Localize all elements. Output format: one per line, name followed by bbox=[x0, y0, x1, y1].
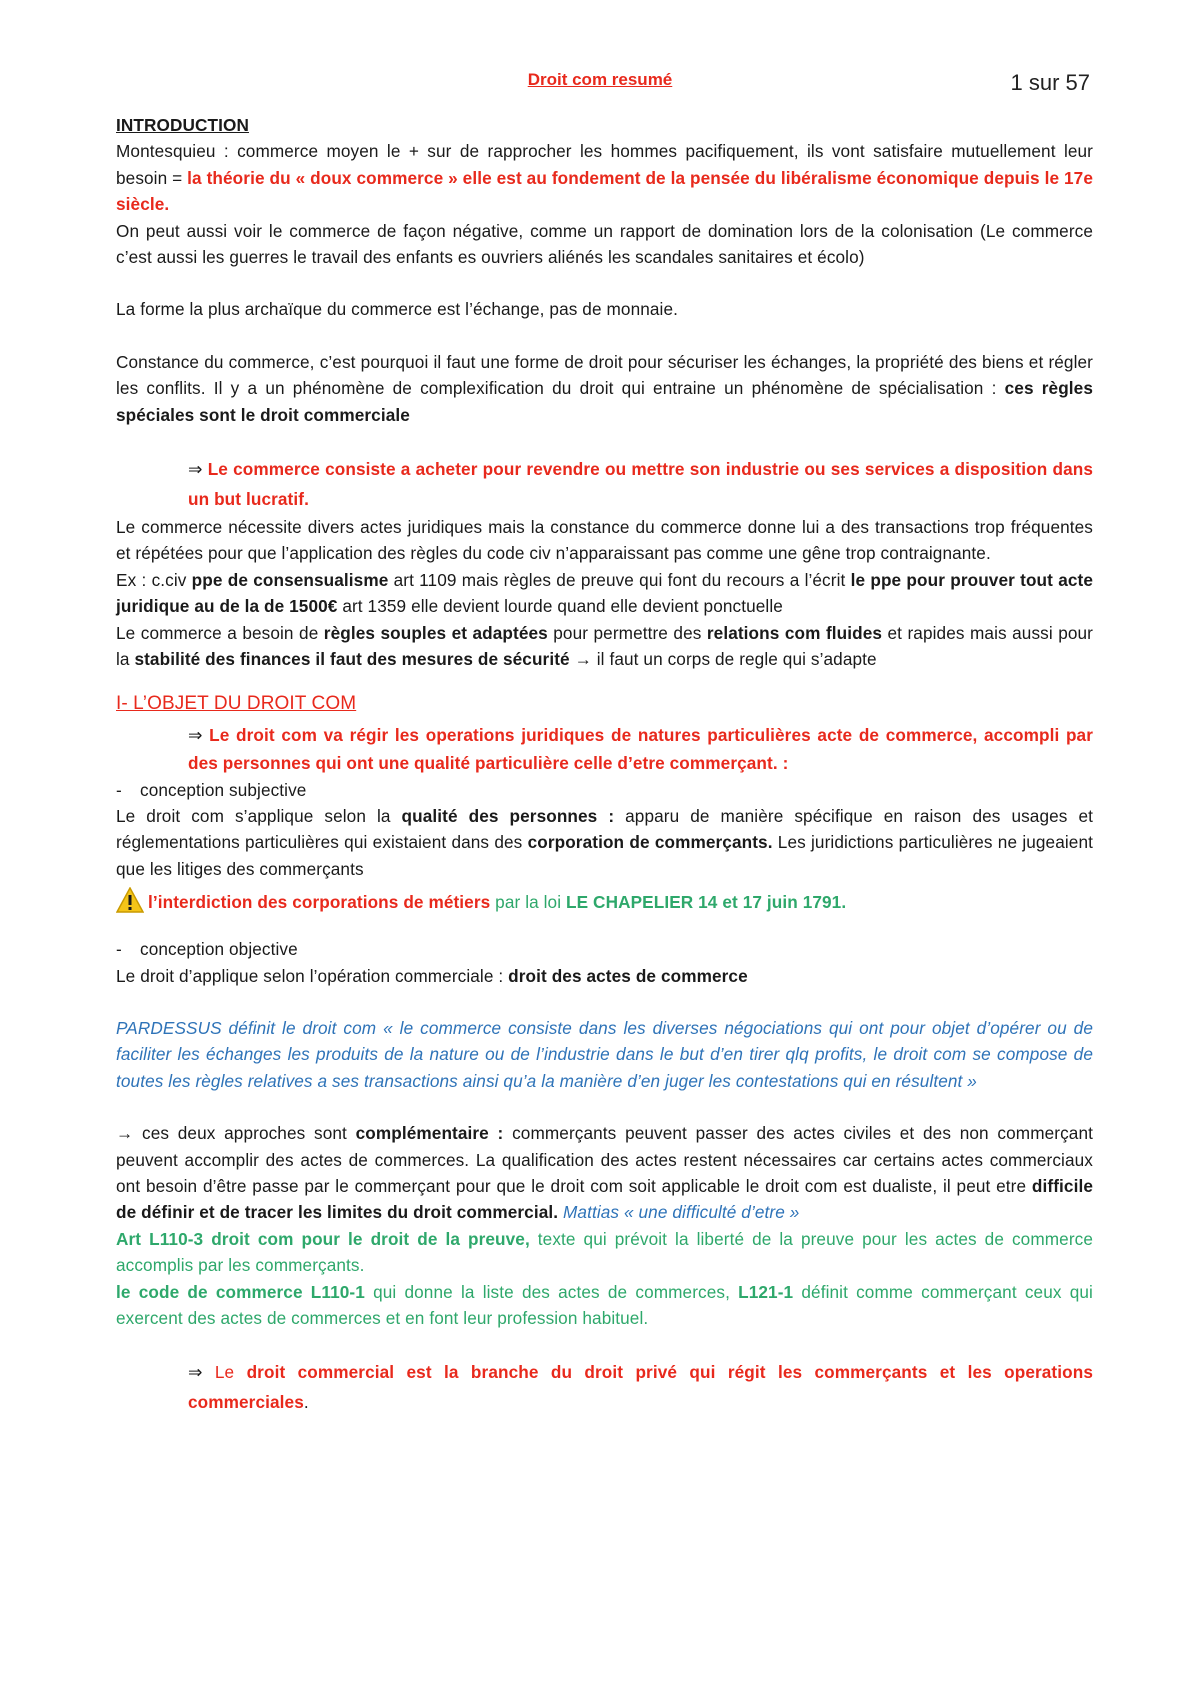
key-point-3 bbox=[116, 1357, 1093, 1417]
intro-paragraph-3: La forme la plus archaïque du commerce est l’échange, pas de monnaie. bbox=[116, 299, 678, 320]
key-point-text: droit commercial est la branche du droit privé qui régit les commerçants et les operations commerciales bbox=[188, 1362, 1093, 1413]
bold-run: complémentaire : bbox=[355, 1123, 504, 1144]
red-run: Le bbox=[214, 1362, 247, 1383]
bold-run: ces règles spéciales sont le droit commerciale bbox=[116, 378, 1093, 425]
bullet-dash: - bbox=[116, 939, 122, 960]
bullet-dash: - bbox=[116, 779, 122, 800]
green-bold-run: Art L110-3 droit com pour le droit de la preuve, bbox=[116, 1228, 530, 1249]
list-item-label: conception subjective bbox=[140, 779, 307, 800]
text-run: Le droit com s’applique selon la bbox=[116, 805, 402, 826]
warning-note bbox=[116, 882, 1093, 922]
blue-italic-run: Mattias « une difficulté d’etre » bbox=[563, 1202, 800, 1223]
list-item-objective bbox=[116, 936, 1093, 962]
warning-text-green: par la loi bbox=[490, 892, 567, 913]
subjective-paragraph bbox=[116, 803, 1093, 882]
objective-paragraph bbox=[116, 963, 1093, 989]
intro-paragraph-4 bbox=[116, 349, 1093, 428]
arrow-icon: ⇒ bbox=[188, 724, 203, 745]
article-l110-3 bbox=[116, 1226, 1093, 1279]
text-run: Montesquieu : commerce moyen le + sur de rapprocher les hommes pacifiquement, ils vont satisfaire mutuellement leur besoin = bbox=[116, 141, 1093, 188]
text-run: pour permettre des bbox=[547, 622, 707, 643]
warning-icon bbox=[116, 887, 144, 913]
intro-paragraph-6 bbox=[116, 567, 1093, 620]
list-item-subjective bbox=[116, 777, 1093, 803]
arrow-icon: ⇒ bbox=[188, 1362, 203, 1383]
document-body bbox=[116, 112, 1093, 1417]
green-run: définit comme commerçant ceux qui exercent des actes de commerces et en font leur profession habituel. bbox=[116, 1281, 1093, 1328]
text-run: Constance du commerce, c’est pourquoi il faut une forme de droit pour sécuriser les échanges, la propriété des biens et régler les conflits. Il y a un phénomène de complexification du droit qui entraine un phénomène de spécialisation : bbox=[116, 351, 1093, 399]
intro-paragraph-5: Le commerce nécessite divers actes juridiques mais la constance du commerce donne lui a des transactions trop fréquentes et répétées pour que l’application des règles du code civ n’apparaissant pas comme une gêne trop contraignante. bbox=[116, 517, 1093, 564]
bold-run: règles souples et adaptées bbox=[323, 622, 548, 643]
green-bold-run: L121-1 bbox=[738, 1281, 794, 1302]
text-run: . bbox=[303, 1392, 309, 1413]
text-run: art 1109 mais règles de preuve qui font du recours a l’écrit bbox=[388, 569, 851, 590]
green-run: texte qui prévoit la liberté de la preuve pour les actes de commerce accomplis par les commerçants. bbox=[116, 1228, 1093, 1276]
bold-run: relations com fluides bbox=[706, 622, 883, 643]
article-l110-1 bbox=[116, 1279, 1093, 1332]
key-point-1 bbox=[116, 454, 1093, 514]
key-point-text: Le commerce consiste a acheter pour revendre ou mettre son industrie ou ses services a disposition dans un but lucratif. bbox=[188, 459, 1093, 510]
intro-paragraph-2: On peut aussi voir le commerce de façon négative, comme un rapport de domination lors de la colonisation (Le commerce c’est aussi les guerres le travail des enfants es ouvriers aliénés les scandales sanitaires et écolo) bbox=[116, 220, 1093, 268]
complementary-paragraph bbox=[116, 1120, 1093, 1226]
bold-run: droit des actes de commerce bbox=[508, 965, 748, 986]
bold-run: stabilité des finances il faut des mesures de sécurité bbox=[134, 649, 570, 670]
text-run: apparu de manière spécifique en raison des usages et réglementations particulières qui existaient dans des bbox=[116, 805, 1093, 853]
arrow-icon: ⇒ bbox=[188, 459, 203, 480]
highlight-red: la théorie du « doux commerce » elle est au fondement de la pensée du libéralisme économique depuis le 17e siècle. bbox=[116, 167, 1094, 215]
text-run: → ces deux approches sont bbox=[116, 1123, 356, 1144]
text-run: et rapides mais aussi pour la bbox=[116, 622, 1093, 670]
bold-run: qualité des personnes : bbox=[401, 805, 615, 826]
intro-heading: INTRODUCTION bbox=[116, 115, 249, 135]
warning-text-red: l’interdiction des corporations de métiers bbox=[148, 892, 491, 913]
page-indicator: 1 sur 57 bbox=[1010, 70, 1090, 95]
text-run: → il faut un corps de regle qui s’adapte bbox=[569, 649, 877, 670]
text-run: Les juridictions particulières ne jugeaient que les litiges des commerçants bbox=[116, 832, 1093, 879]
text-run: Le droit d’applique selon l’opération commerciale : bbox=[116, 965, 509, 986]
bold-run: le ppe pour prouver tout acte juridique au de la de 1500€ bbox=[116, 569, 1093, 617]
text-run: Ex : c.civ bbox=[116, 569, 192, 590]
intro-paragraph-7 bbox=[116, 620, 1093, 673]
green-run: qui donne la liste des actes de commerces, bbox=[364, 1281, 739, 1302]
intro-paragraph-1 bbox=[116, 138, 1093, 217]
text-run: art 1359 elle devient lourde quand elle devient ponctuelle bbox=[337, 596, 783, 617]
bold-run: ppe de consensualisme bbox=[191, 569, 389, 590]
green-bold-run: le code de commerce L110-1 bbox=[116, 1281, 365, 1302]
text-run: commerçants peuvent passer des actes civiles et des non commerçant peuvent accomplir des actes de commerces. La qualification des actes restent nécessaires car certains actes commerciaux ont besoin d’être passe par le commerçant pour que le droit com soit applicable le droit com est dualiste, il peut etre bbox=[116, 1123, 1093, 1196]
pardessus-quote: PARDESSUS définit le droit com « le commerce consiste dans les diverses négociations qui ont pour objet d’opérer ou de faciliter les échanges les produits de la nature ou de l’industrie dans le but d’en tirer qlq profits, le droit com se compose de toutes les règles relatives a ses transactions ainsi qu’a la manière d’en juger les contestations qui en résultent » bbox=[116, 1017, 1093, 1091]
section-1-title: I- L’OBJET DU DROIT COM bbox=[116, 692, 357, 714]
bold-run: corporation de commerçants. bbox=[527, 832, 773, 853]
list-item-label: conception objective bbox=[140, 939, 298, 960]
warning-text-green-bold: LE CHAPELIER 14 et 17 juin 1791. bbox=[566, 892, 847, 913]
bold-run: difficile de définir et de tracer les limites du droit commercial. bbox=[116, 1175, 1093, 1223]
key-point-2 bbox=[116, 721, 1093, 777]
text-run: Le commerce a besoin de bbox=[116, 622, 324, 643]
key-point-text: Le droit com va régir les operations juridiques de natures particulières acte de commerce, accompli par des personnes qui ont une qualité particulière celle d’etre commerçant. : bbox=[188, 724, 1093, 773]
document-title: Droit com resumé bbox=[527, 70, 673, 89]
